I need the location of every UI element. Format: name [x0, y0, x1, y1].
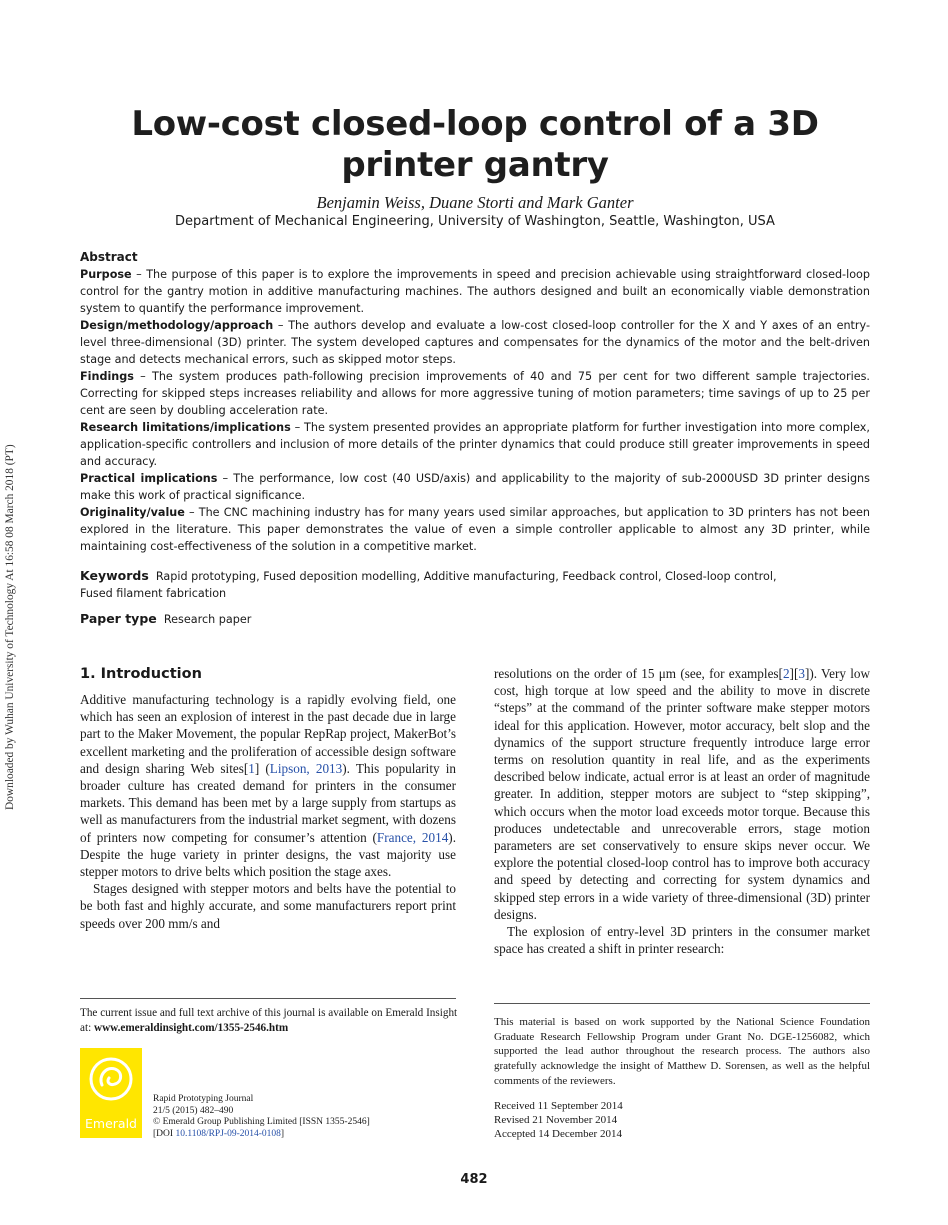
download-watermark: Downloaded by Wuhan University of Technology At 16:58 08 March 2018 (PT): [4, 444, 16, 810]
citation-lipson-link[interactable]: Lipson, 2013: [269, 760, 343, 776]
abstract-practical: Practical implications – The performance, low cost (40 USD/axis) and applicability to the majority of sub-2000USD 3D printer designs make this work of practical significance.: [80, 472, 870, 502]
intro-paragraph-3: resolutions on the order of 15 μm (see, for examples[2][3]). Very low cost, high torque at low speed and the ability to move in discrete “steps” at the command of the printer software make stepper motors ideal for this application. However, motor accuracy, belt slop and the dynamics of the support structure frequently introduce large error terms on resolution quantity in real life, and as the experiments described below indicate, actual error is at least an order of magnitude greater. In addition, stepper motors are subject to “step skipping”, which occurs when the motor load exceeds motor torque. Because this produces undetectable and unrecoverable errors, stage motion parameters are set conservatively to ensure skips never occur. We explore the potential closed-loop control has to improve both accuracy and speed by detecting and correcting for system dynamics and skipped step errors in a wide variety of three-dimensional (3D) printer designs.: [494, 666, 870, 922]
intro-paragraph-4: The explosion of entry-level 3D printers in the consumer market space has created a shift in printer research:: [494, 924, 870, 957]
journal-volume: 21/5 (2015) 482–490: [153, 1105, 234, 1116]
accepted-date: Accepted 14 December 2014: [494, 1128, 622, 1141]
affiliation: Department of Mechanical Engineering, University of Washington, Seattle, Washington, USA: [175, 214, 775, 229]
journal-name: Rapid Prototyping Journal: [153, 1094, 254, 1104]
citation-france-link[interactable]: France, 2014: [376, 829, 449, 845]
archive-url-link[interactable]: www.emeraldinsight.com/1355-2546.htm: [93, 1022, 289, 1034]
abstract-heading: Abstract: [80, 250, 138, 264]
abstract-originality: Originality/value – The CNC machining industry has for many years used similar approaches, but application to 3D printers has not been explored in the literature. This paper demonstrates the value of even a simple controller applicable to almost any 3D printer, while maintaining cost-effectiveness of the solution in a competitive market.: [80, 506, 870, 553]
received-date: Received 11 September 2014: [494, 1100, 623, 1112]
emerald-logo-text: Emerald: [85, 1116, 137, 1131]
paper-type: Paper type Research paper: [80, 611, 252, 626]
paper-title: Low-cost closed-loop control of a 3D printer gantry: [131, 104, 819, 185]
intro-paragraph-2: Stages designed with stepper motors and belts have the potential to be both fast and highly accurate, and some manufacturers report print speeds over 200 mm/s and: [80, 881, 456, 931]
journal-info: [153, 1094, 370, 1141]
ref-3-link[interactable]: 3: [798, 666, 805, 681]
archive-note: The current issue and full text archive of this journal is available on Emerald Insight at: www.emeraldinsight.com/1355-2546.htm: [80, 1007, 458, 1034]
footer-divider-left: [80, 998, 456, 999]
doi-link[interactable]: 10.1108/RPJ-09-2014-0108: [175, 1129, 281, 1140]
ref-1-link[interactable]: 1: [248, 760, 255, 776]
abstract-purpose: Purpose – The purpose of this paper is to explore the improvements in speed and precision achievable using straightforward closed-loop control for the gantry motion in additive manufacturing machines. The authors designed and built an economically viable demonstration system to quantify the performance improvement.: [80, 268, 870, 315]
funding-note: This material is based on work supported by the National Science Foundation Graduate Research Fellowship Program under Grant No. DGE-1256082, which supported the lead author throughout the research process. The authors also gratefully acknowledge the insight of Matthew D. Sorensen, as well as the helpful comments of the reviewers.: [494, 1016, 870, 1087]
revised-date: Revised 21 November 2014: [494, 1114, 618, 1127]
authors: Benjamin Weiss, Duane Storti and Mark Ganter: [316, 193, 634, 212]
abstract-limitations: Research limitations/implications – The system presented provides an appropriate platform for further investigation into more complex, application-specific controllers and inclusion of more details of the printer dynamics that could produce still greater improvements in speed and accuracy.: [80, 421, 870, 468]
footer-divider-right: [494, 1003, 870, 1004]
keywords-label: Keywords: [80, 568, 149, 583]
keywords: Keywords Rapid prototyping, Fused deposition modelling, Additive manufacturing, Feedback control, Closed-loop control, Fused filament fabrication: [80, 568, 777, 600]
body-column-left: [80, 691, 456, 932]
emerald-logo: [80, 1048, 142, 1138]
intro-heading: 1. Introduction: [80, 666, 202, 682]
publisher: © Emerald Group Publishing Limited [ISSN 1355-2546]: [153, 1117, 370, 1128]
abstract: [80, 249, 870, 555]
abstract-findings: Findings – The system produces path-following precision improvements of 40 and 75 per cent for two different sample trajectories. Correcting for skipped steps increases reliability and allows for more aggressive tuning of motion parameters; time savings of up to 25 per cent are seen by doubling acceleration rate.: [80, 370, 870, 417]
ref-2-link[interactable]: 2: [782, 666, 790, 681]
submission-dates: [494, 1099, 623, 1142]
paper-type-label: Paper type: [80, 611, 157, 626]
doi: [DOI 10.1108/RPJ-09-2014-0108]: [153, 1129, 285, 1140]
page-number: 482: [460, 1172, 488, 1187]
intro-paragraph-1: Additive manufacturing technology is a rapidly evolving field, one which has seen an explosion of interest in the past decade due in large part to the Maker Movement, the popular RepRap project, MakerBot’s excellent marketing and the proliferation of accessible design software and design sharing Web sites[1] (Lipson, 2013). This popularity in broader culture has created demand for printers in the consumer markets. This demand has been met by a large supply from startups as well as manufacturers from the industrial market segment, with dozens of printers now competing for consumer’s attention (France, 2014). Despite the huge variety in printer designs, the vast majority use stepper motors to drive belts which position the stage axes.: [80, 692, 456, 880]
body-column-right: [494, 665, 870, 957]
abstract-design: Design/methodology/approach – The authors develop and evaluate a low-cost closed-loop controller for the X and Y axes of an entry-level three-dimensional (3D) printer. The system developed captures and compensates for the dynamics of the motor and the belt-driven stage and detects mechanical errors, such as skipped motor steps.: [80, 319, 870, 366]
